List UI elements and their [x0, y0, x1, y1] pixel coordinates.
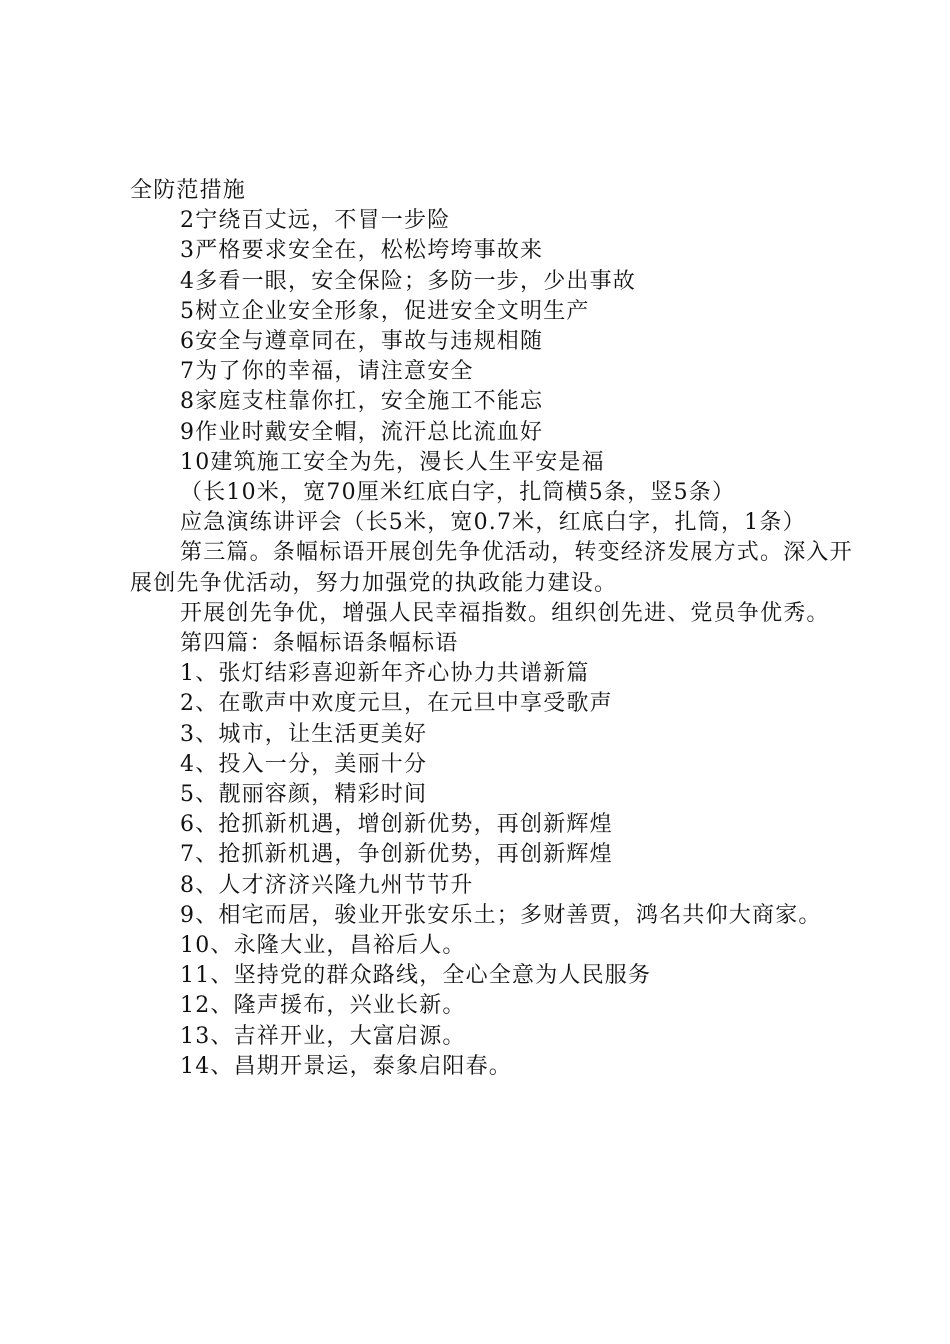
slogan-line: 3严格要求安全在，松松垮垮事故来 [180, 238, 544, 264]
spec-note-line: （长10米，宽70厘米红底白字，扎筒横5条，竖5条） [180, 480, 736, 506]
list-item: 2、在歌声中欢度元旦，在元旦中享受歌声 [180, 691, 613, 717]
list-item: 4、投入一分，美丽十分 [180, 751, 428, 777]
slogan-line: 7为了你的幸福，请注意安全 [180, 359, 474, 385]
list-item: 11、坚持党的群众路线，全心全意为人民服务 [180, 963, 652, 989]
list-item: 12、隆声援布，兴业长新。 [180, 993, 466, 1019]
list-item: 13、吉祥开业，大富启源。 [180, 1023, 466, 1049]
list-item: 8、人才济济兴隆九州节节升 [180, 872, 474, 898]
list-item: 3、城市，让生活更美好 [180, 721, 428, 747]
list-item: 5、靓丽容颜，精彩时间 [180, 782, 428, 808]
paragraph-drill: 应急演练讲评会（长5米，宽0.7米，红底白字，扎筒，1条） [180, 510, 806, 536]
text-line: 全防范措施 [130, 178, 247, 203]
slogan-line: 5树立企业安全形象，促进安全文明生产 [180, 298, 590, 324]
slogan-line: 8家庭支柱靠你扛，安全施工不能忘 [180, 389, 544, 415]
section-title: 第四篇：条幅标语条幅标语 [180, 631, 459, 657]
list-item: 6、抢抓新机遇，增创新优势，再创新辉煌 [180, 812, 613, 838]
slogan-line: 10建筑施工安全为先，漫长人生平安是福 [180, 449, 605, 475]
slogan-line: 6安全与遵章同在，事故与违规相随 [180, 329, 544, 355]
list-item-wrapped: 9、相宅而居，骏业开张安乐土；多财善贾，鸿名共仰大商家。 [180, 902, 822, 928]
paragraph-part-three: 第三篇。条幅标语开展创先争优活动，转变经济发展方式。深入开展创先争优活动，努力加强党的执政能力建设。 [130, 540, 853, 596]
slogan-line: 4多看一眼，安全保险；多防一步，少出事故 [180, 268, 636, 294]
list-item: 10、永隆大业，昌裕后人。 [180, 933, 466, 959]
document-body [130, 176, 860, 1082]
list-item: 7、抢抓新机遇，争创新优势，再创新辉煌 [180, 842, 613, 868]
paragraph-excellence: 开展创先争优，增强人民幸福指数。组织创先进、党员争优秀。 [180, 600, 830, 626]
list-item: 1、张灯结彩喜迎新年齐心协力共谱新篇 [180, 661, 590, 687]
slogan-line: 9作业时戴安全帽，流汗总比流血好 [180, 419, 544, 445]
slogan-line: 2宁绕百丈远，不冒一步险 [180, 208, 451, 234]
list-item: 14、昌期开景运，泰象启阳春。 [180, 1053, 512, 1079]
